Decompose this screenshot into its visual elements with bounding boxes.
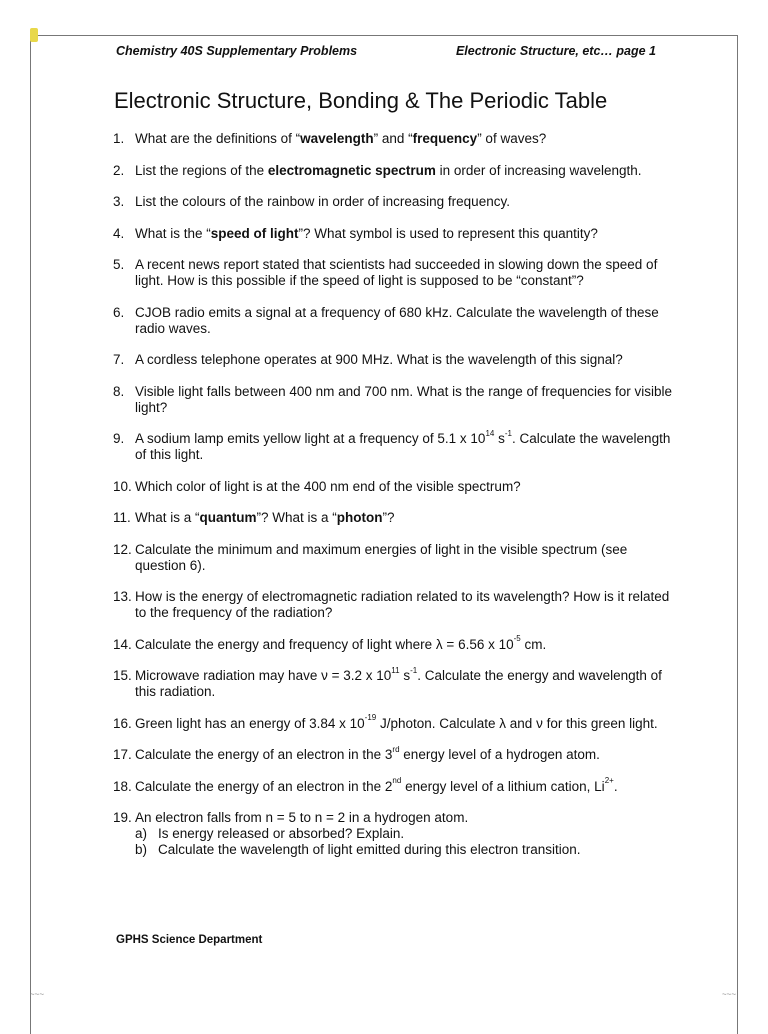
question-2: 2. List the regions of the electromagnetic spectrum in order of increasing wavelength. — [113, 162, 642, 178]
question-11: 11. What is a “quantum”? What is a “photon”? — [113, 510, 395, 525]
question-12: 12. Calculate the minimum and maximum energies of light in the visible spectrum (see question 6). — [113, 541, 628, 573]
question-19-part-b: b) Calculate the wavelength of light emitted during this electron transition. — [135, 842, 581, 857]
question-3: 3. List the colours of the rainbow in order of increasing frequency. — [113, 194, 510, 209]
question-list — [113, 131, 673, 874]
question-7: 7. A cordless telephone operates at 900 MHz. What is the wavelength of this signal? — [113, 352, 623, 367]
header-course: Chemistry 40S Supplementary Problems — [116, 44, 358, 58]
question-18: 18. Calculate the energy of an electron in the 2nd energy level of a lithium cation, $Li^{2+}$. — [113, 776, 618, 794]
question-13: 13. How is the energy of electromagnetic radiation related to its wavelength? How is it related to the frequency of the radiation? — [113, 589, 670, 620]
question-14: 14. Calculate the energy and frequency of light where λ = 6.56 x $10^{-5}$ cm. — [113, 634, 547, 652]
question-9: 9. A sodium lamp emits yellow light at a frequency of 5.1 x $10^{14}$ $s^{-1}$. Calculate the wavelength of this light. — [113, 428, 671, 462]
header-page-info: Electronic Structure, etc… page 1 — [455, 44, 656, 58]
page-title: Electronic Structure, Bonding & The Periodic Table — [114, 88, 608, 113]
question-1: 1. What are the definitions of “wavelength” and “frequency” of waves? — [113, 131, 547, 146]
question-6: 6. CJOB radio emits a signal at a frequency of 680 kHz. Calculate the wavelength of these radio waves. — [113, 304, 659, 336]
page-footer: GPHS Science Department — [116, 934, 263, 946]
scan-mark-left: ~~~ — [30, 990, 45, 999]
corner-marker — [30, 28, 38, 42]
question-15: 15. Microwave radiation may have ν = 3.2 x $10^{11}$ $s^{-1}$. Calculate the energy and wavelength of this radiation. — [113, 665, 662, 699]
question-16: 16. Green light has an energy of 3.84 x $10^{-19}$ J/photon. Calculate λ and ν for this green light. — [113, 713, 658, 731]
question-4: 4. What is the “speed of light”? What symbol is used to represent this quantity? — [113, 225, 598, 241]
question-19: 19. An electron falls from n = 5 to n = 2 in a hydrogen atom. a) Is energy released or absorbed? Explain. b) Calculate the wavelength of light emitted during this electron transition. — [113, 810, 673, 858]
question-5: 5. A recent news report stated that scientists had succeeded in slowing down the speed of light. How is this possible if the speed of light is supposed to be “constant”? — [113, 257, 658, 288]
question-8: 8. Visible light falls between 400 nm and 700 nm. What is the range of frequencies for visible light? — [113, 383, 673, 415]
question-19-part-a: a) Is energy released or absorbed? Explain. — [135, 826, 405, 841]
scan-mark-right: ~~~ — [722, 990, 737, 999]
question-10: 10. Which color of light is at the 400 nm end of the visible spectrum? — [113, 478, 521, 494]
question-17: 17. Calculate the energy of an electron in the 3rd energy level of a hydrogen atom. — [113, 744, 600, 762]
